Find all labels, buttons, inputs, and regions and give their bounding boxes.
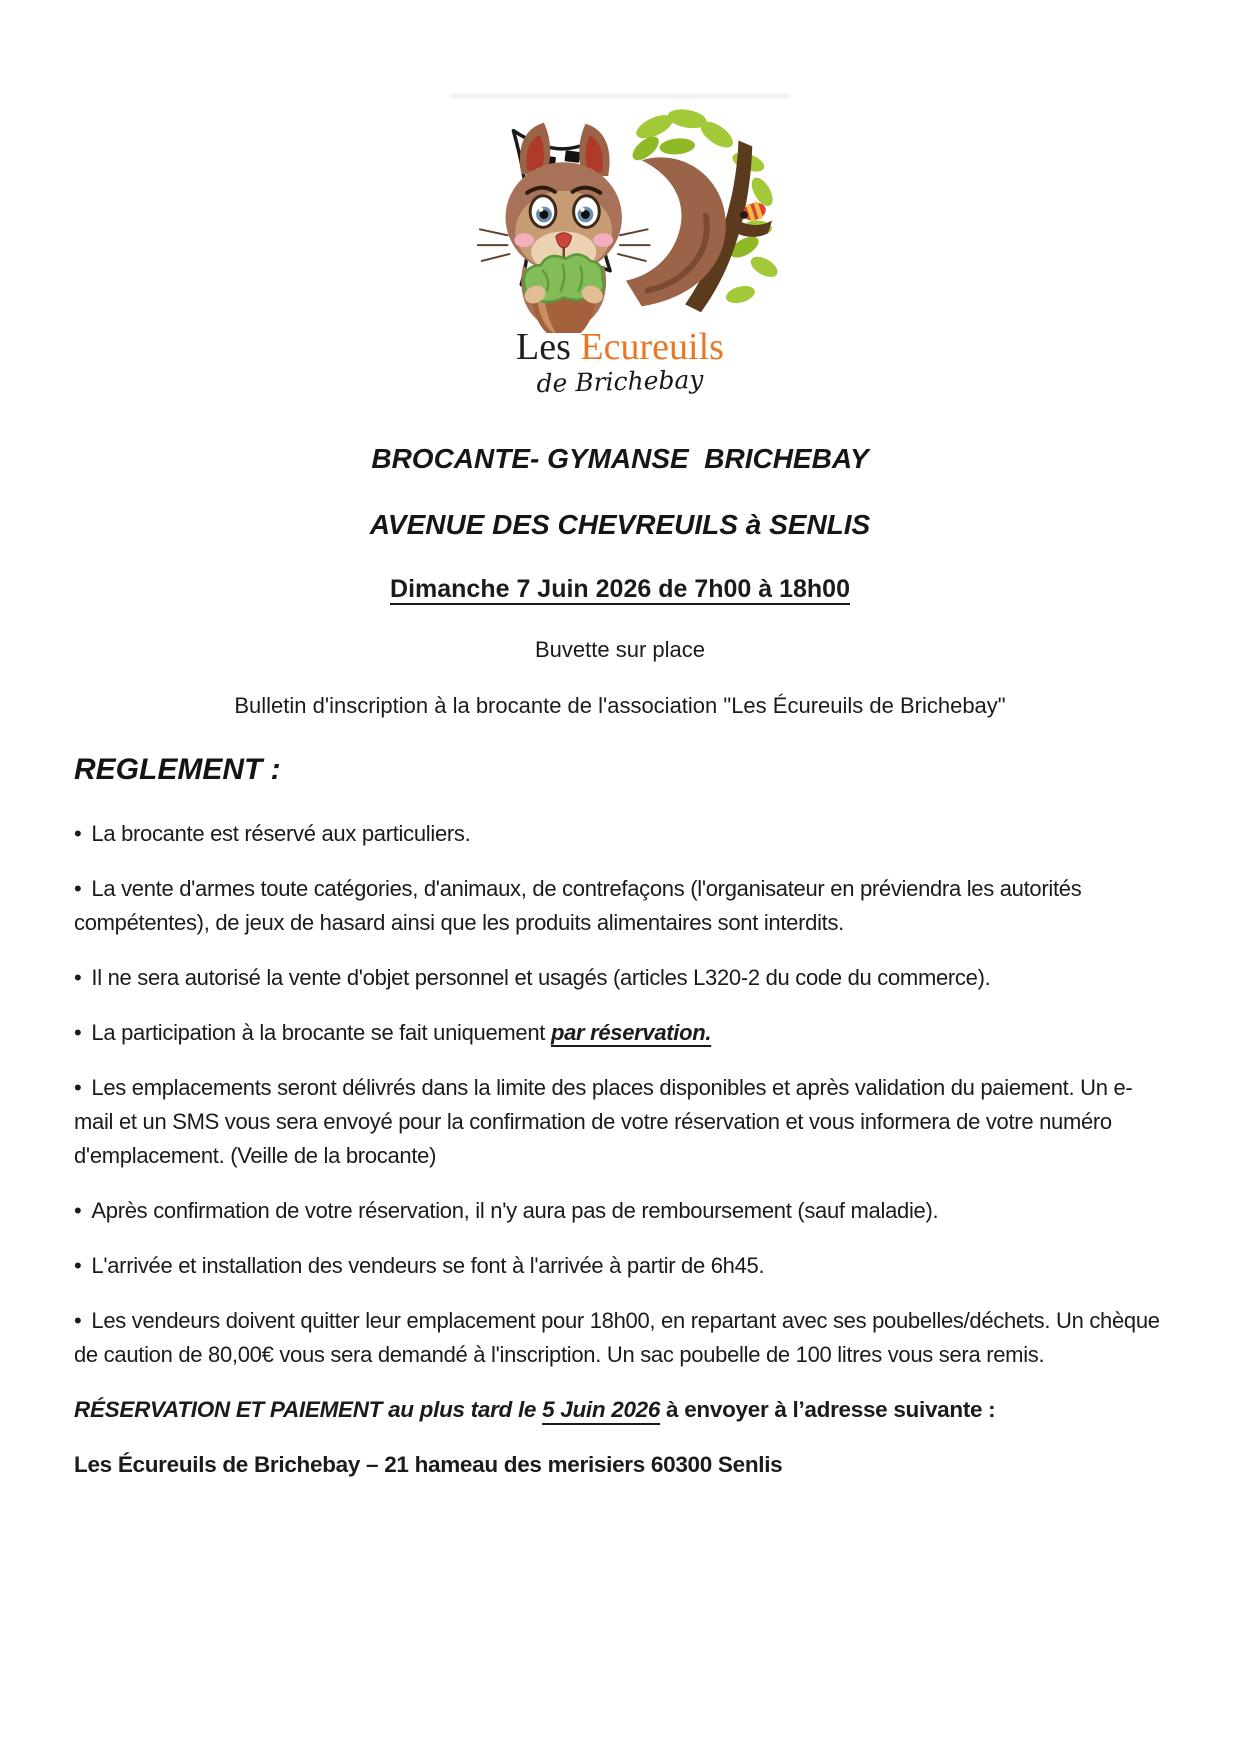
rule-emphasis-par-reservation: par réservation. xyxy=(550,1020,712,1045)
reservation-label: RÉSERVATION ET PAIEMENT au plus tard le xyxy=(74,1397,543,1422)
rule-item-7 xyxy=(74,1249,1166,1283)
logo-image-top-edge xyxy=(451,93,789,99)
event-title-line1: BROCANTE- GYMANSE BRICHEBAY xyxy=(371,443,869,474)
rule-text: La brocante est réservé aux particuliers. xyxy=(91,821,471,846)
reservation-deadline-date: 5 Juin 2026 xyxy=(542,1397,661,1422)
rule-item-1 xyxy=(74,817,1166,851)
logo-tagline: de Brichebay xyxy=(536,364,704,399)
logo-wordmark xyxy=(420,327,820,367)
bullet-marker: • xyxy=(74,1075,82,1100)
rule-text: Les emplacements seront délivrés dans la limite des places disponibles et après validation du paiement. Un e-mail et un SMS vous sera envoyé pour la confirmation de votre réservation et vous informera de votre numéro d'emplacement. (Veille de la brocante) xyxy=(74,1075,1133,1168)
association-logo xyxy=(420,0,820,397)
reservation-deadline-line xyxy=(74,1393,1166,1427)
bulletin-intro: Bulletin d'inscription à la brocante de l'association "Les Écureuils de Brichebay" xyxy=(234,693,1006,718)
rule-item-8 xyxy=(74,1304,1166,1372)
bullet-marker: • xyxy=(74,1198,82,1223)
bullet-marker: • xyxy=(74,1253,82,1278)
bullet-marker: • xyxy=(74,965,82,990)
rule-text: Les vendeurs doivent quitter leur emplacement pour 18h00, en repartant avec ses poubelles/déchets. Un chèque de caution de 80,00€ vous sera demandé à l'inscription. Un sac poubelle de 100 litres vous sera remis. xyxy=(74,1308,1160,1367)
head-icon xyxy=(478,162,650,273)
logo-wordmark-ecureuils: Ecureuils xyxy=(580,326,724,368)
rule-text: L'arrivée et installation des vendeurs se font à l'arrivée à partir de 6h45. xyxy=(91,1253,765,1278)
rule-item-4 xyxy=(74,1016,1166,1050)
rule-text: La participation à la brocante se fait uniquement xyxy=(91,1020,551,1045)
bullet-marker: • xyxy=(74,1020,82,1045)
rule-text: La vente d'armes toute catégories, d'animaux, de contrefaçons (l'organisateur en préviendra les autorités compétentes), de jeux de hasard ainsi que les produits alimentaires sont interdits. xyxy=(74,876,1082,935)
rule-text: Après confirmation de votre réservation, il n'y aura pas de remboursement (sauf maladie). xyxy=(91,1198,939,1223)
rule-item-2 xyxy=(74,872,1166,940)
event-title-line2: AVENUE DES CHEVREUILS à SENLIS xyxy=(369,509,871,540)
mailing-address: Les Écureuils de Brichebay – 21 hameau des merisiers 60300 Senlis xyxy=(74,1452,783,1477)
event-date: Dimanche 7 Juin 2026 de 7h00 à 18h00 xyxy=(390,575,850,603)
rule-item-5 xyxy=(74,1071,1166,1173)
bullet-marker: • xyxy=(74,876,82,901)
buvette-note: Buvette sur place xyxy=(535,637,705,662)
rule-item-3 xyxy=(74,961,1166,995)
squirrel-acorn-logo-icon xyxy=(450,101,790,333)
reglement-heading: REGLEMENT : xyxy=(74,753,281,786)
logo-wordmark-les: Les xyxy=(516,326,581,368)
rule-text: Il ne sera autorisé la vente d'objet personnel et usagés (articles L320-2 du code du commerce). xyxy=(91,965,991,990)
bullet-marker: • xyxy=(74,821,82,846)
document-body xyxy=(0,439,1240,1482)
bullet-marker: • xyxy=(74,1308,82,1333)
reservation-send-to: à envoyer à l’adresse suivante : xyxy=(660,1397,996,1422)
rule-item-6 xyxy=(74,1194,1166,1228)
